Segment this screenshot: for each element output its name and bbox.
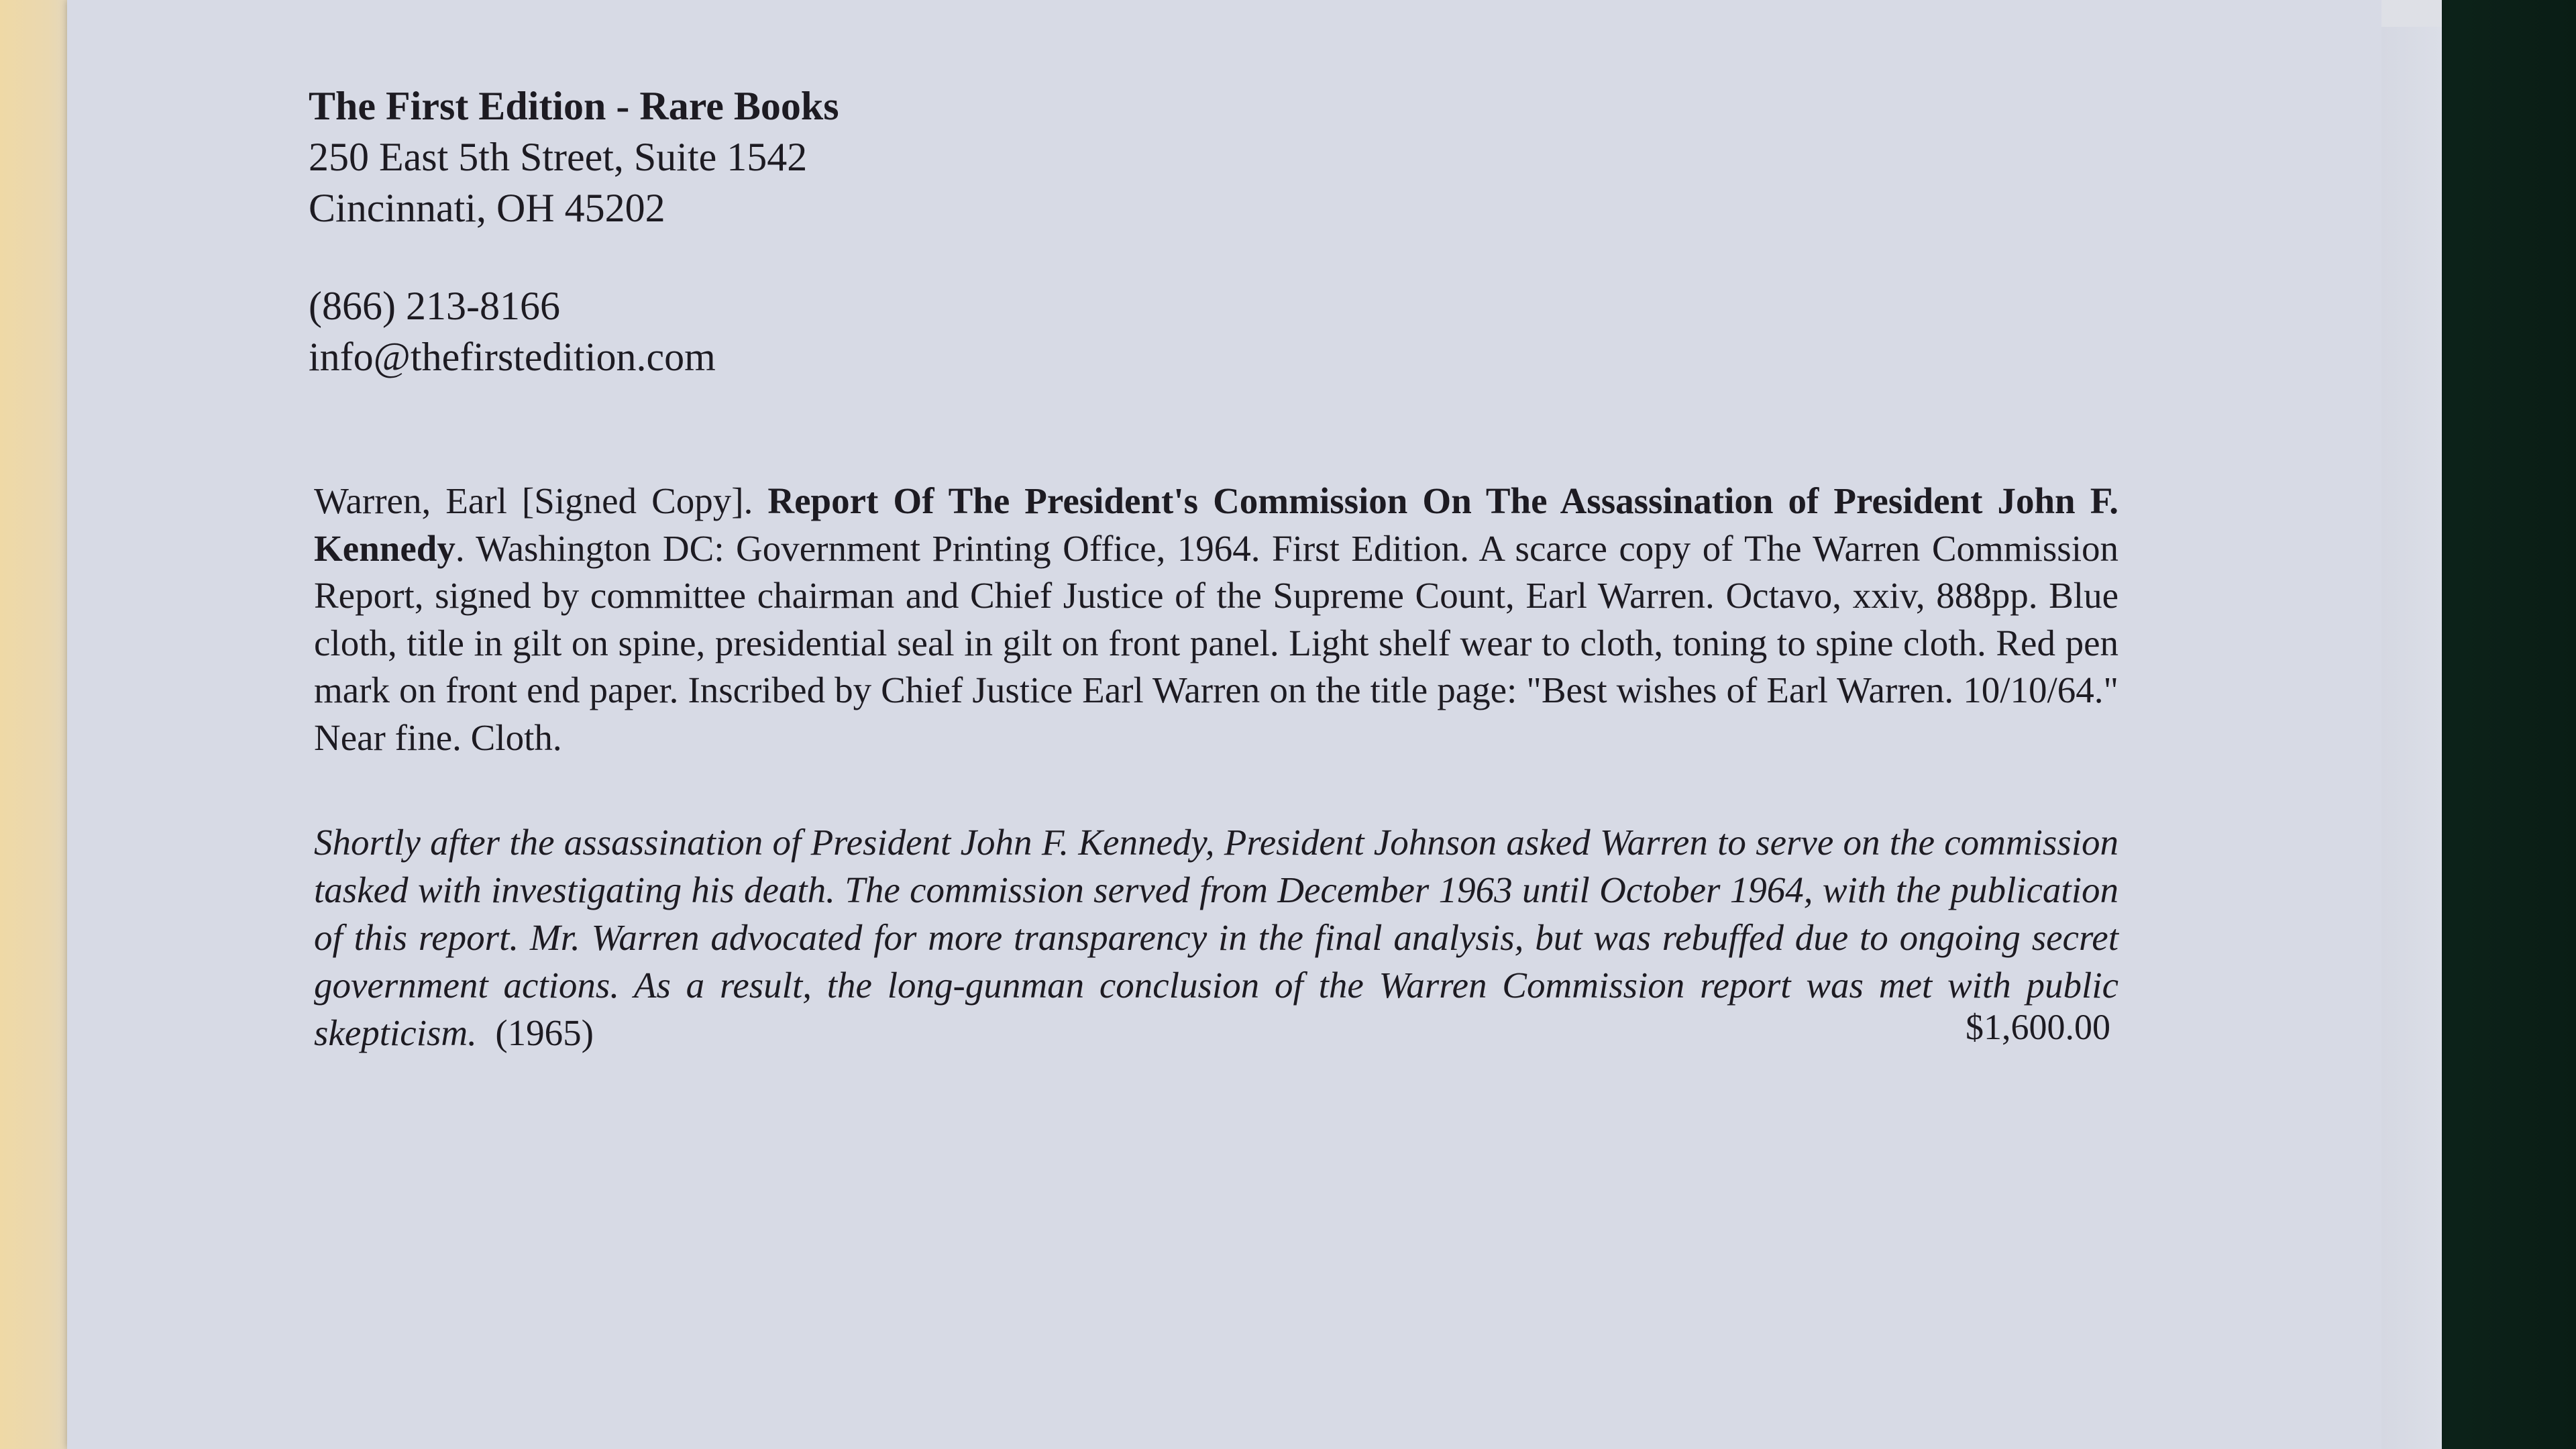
listing-note: [314, 818, 2118, 1057]
listing-author: Warren, Earl [Signed Copy].: [314, 480, 768, 521]
paper-sheet-edge: [2381, 27, 2442, 1449]
dealer-header: [309, 80, 839, 382]
dealer-address-line1: 250 East 5th Street, Suite 1542: [309, 135, 808, 179]
listing-description: [314, 478, 2118, 761]
dealer-phone: (866) 213-8166: [309, 284, 560, 328]
dealer-name: The First Edition - Rare Books: [309, 84, 839, 128]
listing-note-text: Shortly after the assassination of President John F. Kennedy, President Johnson asked Warren to serve on the commission tasked with investigating his death. The commission served from December 1963 until October 1964, with the publication of this report. Mr. Warren advocated for more transparency in the final analysis, but was rebuffed due to ongoing secret government actions. As a result, the long-gunman conclusion of the Warren Commission report was met with public skepticism.: [314, 822, 2118, 1053]
listing-details: . Washington DC: Government Printing Office, 1964. First Edition. A scarce copy of The Warren Commission Report, signed by committee chairman and Chief Justice of the Supreme Count, Earl Warren. Octavo, xxiv, 888pp. Blue cloth, title in gilt on spine, presidential seal in gilt on front panel. Light shelf wear to cloth, toning to spine cloth. Red pen mark on front end paper. Inscribed by Chief Justice Earl Warren on the title page: "Best wishes of Earl Warren. 10/10/64." Near fine. Cloth.: [314, 527, 2118, 758]
dealer-address-line2: Cincinnati, OH 45202: [309, 186, 665, 230]
paper-sheet-tab: [2381, 0, 2442, 27]
listing-note-year: (1965): [495, 1012, 594, 1053]
listing-price: $1,600.00: [1966, 1007, 2110, 1047]
header-spacer: [309, 233, 839, 280]
listing-title: Report Of The President's Commission On The Assassination of President John F. Kennedy: [314, 480, 2118, 569]
dealer-email: info@thefirstedition.com: [309, 335, 716, 379]
